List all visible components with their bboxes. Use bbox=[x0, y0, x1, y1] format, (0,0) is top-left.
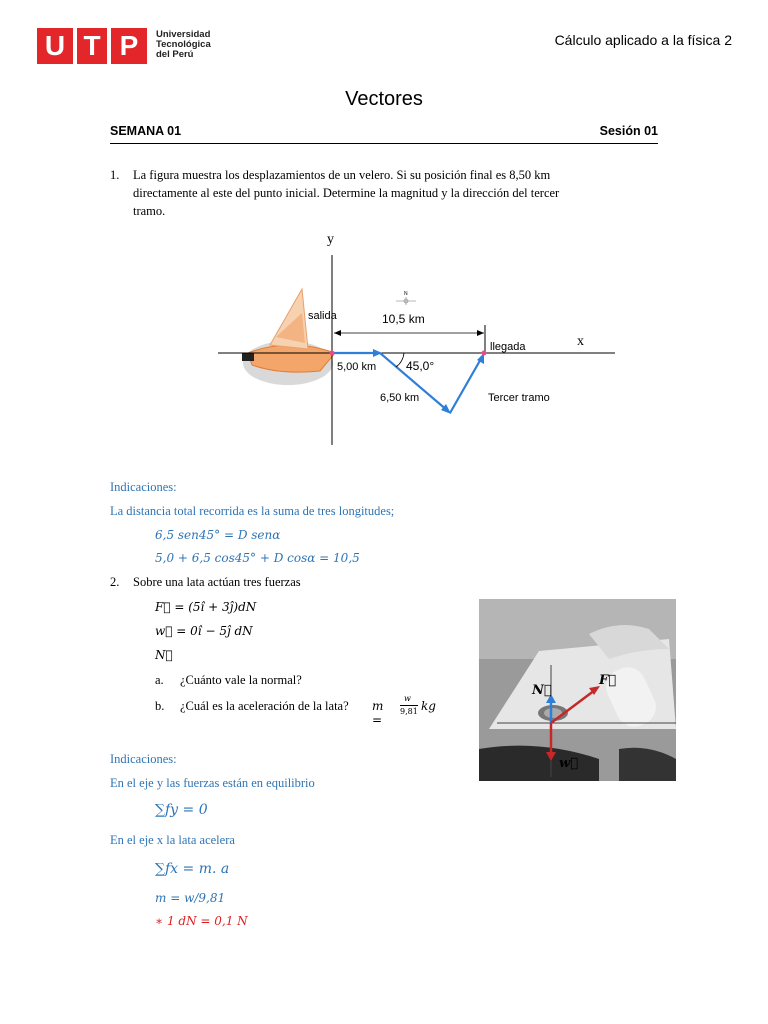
force-w: w⃗ = 0î − 5ĵ dN bbox=[155, 624, 253, 638]
question-b-label: b. bbox=[155, 699, 165, 713]
hint-x-axis: En el eje x la lata acelera bbox=[110, 833, 235, 847]
arrival-label: llegada bbox=[490, 341, 526, 353]
svg-text:N: N bbox=[404, 291, 408, 297]
logo-letter-t: T bbox=[77, 28, 107, 64]
y-axis-label: y bbox=[327, 232, 334, 247]
equation-2: 5,0 + 6,5 cos45° + D cosα = 10,5 bbox=[155, 551, 360, 565]
problem-2-intro: Sobre una lata actúan tres fuerzas bbox=[133, 575, 301, 589]
problem-1-hint-text: La distancia total recorrida es la suma de tres longitudes; bbox=[110, 504, 395, 518]
can-forces-photo bbox=[479, 599, 676, 781]
hint-y-axis: En el eje y las fuerzas están en equilibrio bbox=[110, 776, 315, 790]
photo-label-f: F⃗ bbox=[599, 673, 617, 688]
sailboat-icon bbox=[242, 289, 335, 385]
first-leg-label: 5,00 km bbox=[337, 361, 377, 373]
question-b: ¿Cuál es la aceleración de la lata? bbox=[180, 699, 349, 713]
equation-sum-fx: ∑fx = m. a bbox=[155, 861, 230, 877]
second-leg-label: 6,50 km bbox=[380, 392, 420, 404]
question-a-label: a. bbox=[155, 673, 164, 687]
course-name: Cálculo aplicado a la física 2 bbox=[554, 32, 732, 48]
start-point bbox=[330, 351, 335, 356]
problem-2-number: 2. bbox=[110, 575, 120, 589]
angle-arc bbox=[396, 353, 404, 367]
angle-label: 45,0° bbox=[406, 359, 435, 373]
header-divider bbox=[110, 143, 658, 144]
force-f: F⃗ = (5î + 3ĵ)dN bbox=[155, 600, 257, 614]
equation-1: 6,5 sen45° = D senα bbox=[155, 528, 281, 542]
end-point bbox=[482, 351, 487, 356]
logo-letter-p: P bbox=[111, 28, 147, 64]
unit-note: ∗ 1 dN = 0,1 N bbox=[155, 914, 248, 928]
photo-label-n: N⃗ bbox=[532, 683, 552, 698]
question-a: ¿Cuánto vale la normal? bbox=[180, 673, 302, 687]
third-leg-label: Tercer tramo bbox=[488, 392, 550, 404]
page-title: Vectores bbox=[345, 88, 423, 110]
equation-sum-fy: ∑fy = 0 bbox=[155, 802, 208, 818]
force-n: N⃗ bbox=[155, 648, 173, 662]
photo-label-w: w⃗ bbox=[559, 756, 578, 771]
problem-2-hints-title: Indicaciones: bbox=[110, 752, 177, 766]
problem-1-text: La figura muestra los desplazamientos de un velero. Si su posición final es 8,50 km directamente al este del punto inicial. Determine la magnitud y la dirección del tercer tramo. bbox=[133, 168, 560, 218]
equation-mass: m = w/9,81 bbox=[155, 891, 226, 905]
compass-icon bbox=[396, 291, 416, 305]
logo-university-name: Universidad Tecnológica del Perú bbox=[156, 29, 211, 60]
start-label: salida bbox=[308, 310, 337, 322]
third-leg-vector bbox=[450, 357, 482, 413]
problem-1-hints-title: Indicaciones: bbox=[110, 480, 177, 494]
sailboat-displacement-figure bbox=[210, 225, 620, 455]
logo-letter-u: U bbox=[37, 28, 73, 64]
problem-1-number: 1. bbox=[110, 168, 120, 182]
session-label: Sesión 01 bbox=[599, 124, 658, 138]
x-axis-label: x bbox=[577, 334, 584, 349]
week-label: SEMANA 01 bbox=[110, 124, 182, 138]
total-distance-label: 10,5 km bbox=[382, 312, 425, 326]
